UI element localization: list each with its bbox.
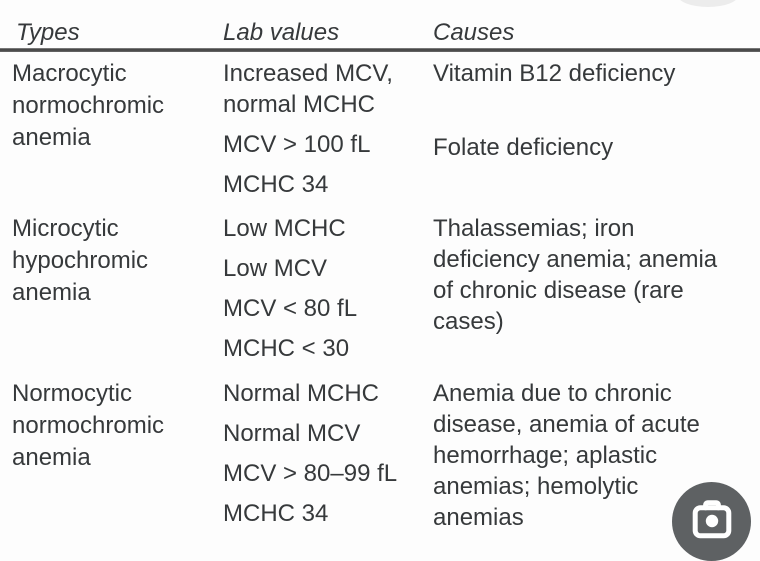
row-lab-values-microcytic bbox=[223, 200, 433, 364]
lab-value: Increased MCV, normal MCHC bbox=[223, 60, 393, 118]
cause-text-line: cases) bbox=[433, 308, 504, 335]
cause-item: Folate deficiency bbox=[433, 134, 614, 161]
cause-text-line: hemorrhage; aplastic bbox=[433, 442, 658, 469]
column-header-causes: Causes bbox=[433, 19, 515, 46]
row-lab-values-macrocytic bbox=[223, 52, 433, 200]
cause-text-line: Anemia due to chronic bbox=[433, 380, 672, 407]
lab-value: Low MCHC bbox=[223, 215, 346, 242]
lab-value: MCV > 80–99 fL bbox=[223, 460, 398, 487]
row-type-normocytic: Normocytic normochromic anemia bbox=[12, 380, 165, 471]
lab-value: MCV > 100 fL bbox=[223, 131, 371, 158]
row-causes-microcytic bbox=[433, 200, 760, 364]
column-header-lab-values: Lab values bbox=[223, 19, 340, 46]
camera-search-button[interactable] bbox=[672, 482, 751, 561]
cause-text-line: deficiency anemia; anemia bbox=[433, 246, 718, 273]
cutoff-round-shape bbox=[677, 0, 739, 7]
anemia-classification-table bbox=[0, 18, 760, 533]
lab-value: MCV < 80 fL bbox=[223, 295, 358, 322]
lab-value: MCHC 34 bbox=[223, 500, 329, 527]
cause-item: Vitamin B12 deficiency bbox=[433, 60, 676, 87]
camera-icon bbox=[688, 495, 736, 543]
cause-text-line: disease, anemia of acute bbox=[433, 411, 700, 438]
row-type-microcytic: Microcytic hypochromic anemia bbox=[12, 215, 149, 306]
cause-text-line: of chronic disease (rare bbox=[433, 277, 684, 304]
cause-text-line: Thalassemias; iron bbox=[433, 215, 635, 242]
column-header-types: Types bbox=[16, 19, 80, 46]
lab-value: Normal MCV bbox=[223, 420, 361, 447]
row-causes-macrocytic bbox=[433, 52, 760, 200]
row-lab-values-normocytic bbox=[223, 364, 433, 533]
cause-text-line: anemias bbox=[433, 504, 524, 531]
row-type-macrocytic: Macrocytic normochromic anemia bbox=[12, 60, 165, 151]
lab-value: Normal MCHC bbox=[223, 380, 379, 407]
lab-value: MCHC < 30 bbox=[223, 335, 350, 362]
lab-value: Low MCV bbox=[223, 255, 328, 282]
cause-text-line: anemias; hemolytic bbox=[433, 473, 639, 500]
lab-value: MCHC 34 bbox=[223, 171, 329, 198]
